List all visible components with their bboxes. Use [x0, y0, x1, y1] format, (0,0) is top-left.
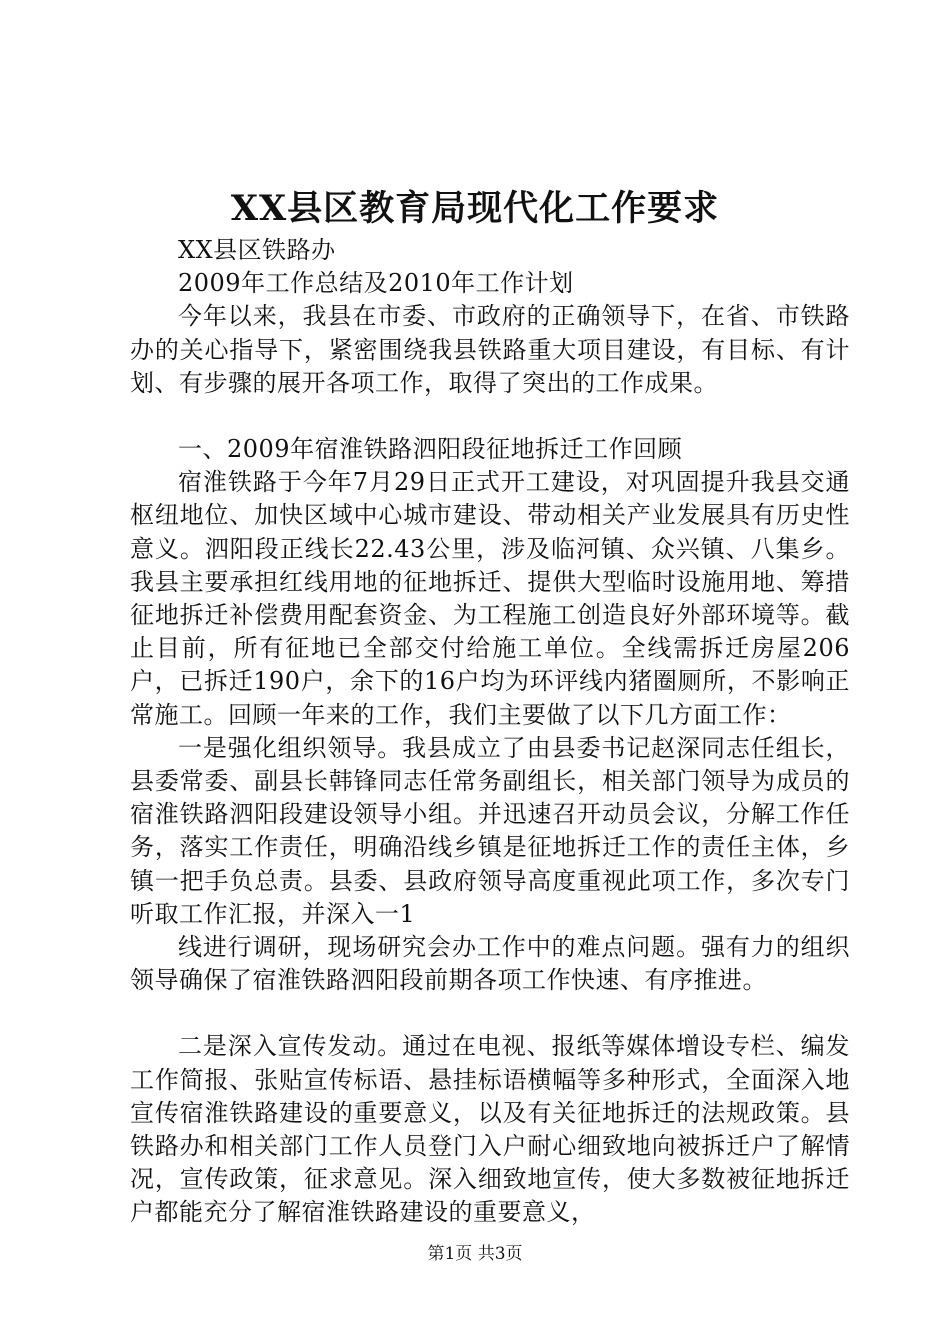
- paragraph-publicity: 二是深入宣传发动。通过在电视、报纸等媒体增设专栏、编发工作简报、张贴宣传标语、悬挂标语横幅等多种形式，全面深入地宣传宿淮铁路建设的重要意义，以及有关征地拆迁的法规政策。县铁路办和相关部门工作人员登门入户耐心细致地向被拆迁户了解情况，宣传政策，征求意见。深入细致地宣传，使大多数被征地拆迁户都能充分了解宿淮铁路建设的重要意义，: [130, 1032, 850, 1227]
- section-heading: 一、2009年宿淮铁路泗阳段征地拆迁工作回顾: [178, 435, 683, 464]
- paragraph-org: XX县区铁路办: [178, 236, 336, 264]
- paragraph-review: 宿淮铁路于今年7月29日正式开工建设，对巩固提升我县交通枢纽地位、加快区域中心城市建设、带动相关产业发展具有历史性意义。泗阳段正线长22.43公里，涉及临河镇、众兴镇、八集乡。我县主要承担红线用地的征地拆迁、提供大型临时设施用地、筹措征地拆迁补偿费用配套资金、为工程施工创造良好外部环境等。截止目前，所有征地已全部交付给施工单位。全线需拆迁房屋206户，已拆迁190户，余下的16户均为环评线内猪圈厕所，不影响正常施工。回顾一年来的工作，我们主要做了以下几方面工作：: [130, 468, 850, 729]
- paragraph-intro: 今年以来，我县在市委、市政府的正确领导下，在省、市铁路办的关心指导下，紧密围绕我县铁路重大项目建设，有目标、有计划、有步骤的展开各项工作，取得了突出的工作成果。: [130, 302, 850, 397]
- paragraph-leadership: 一是强化组织领导。我县成立了由县委书记赵深同志任组长，县委常委、副县长韩锋同志任常务副组长，相关部门领导为成员的宿淮铁路泗阳段建设领导小组。并迅速召开动员会议，分解工作任务，落实工作责任，明确沿线乡镇是征地拆迁工作的责任主体，乡镇一把手负总责。县委、县政府领导高度重视此项工作，多次专门听取工作汇报，并深入一1: [130, 733, 850, 928]
- paragraph-subtitle: 2009年工作总结及2010年工作计划: [178, 269, 574, 298]
- page-number-footer: 第1页 共3页: [427, 1244, 523, 1264]
- document-title: XX县区教育局现代化工作要求: [230, 188, 720, 229]
- paragraph-leadership-cont: 线进行调研，现场研究会办工作中的难点问题。强有力的组织领导确保了宿淮铁路泗阳段前期各项工作快速、有序推进。: [130, 933, 850, 995]
- document-body: [130, 234, 850, 1230]
